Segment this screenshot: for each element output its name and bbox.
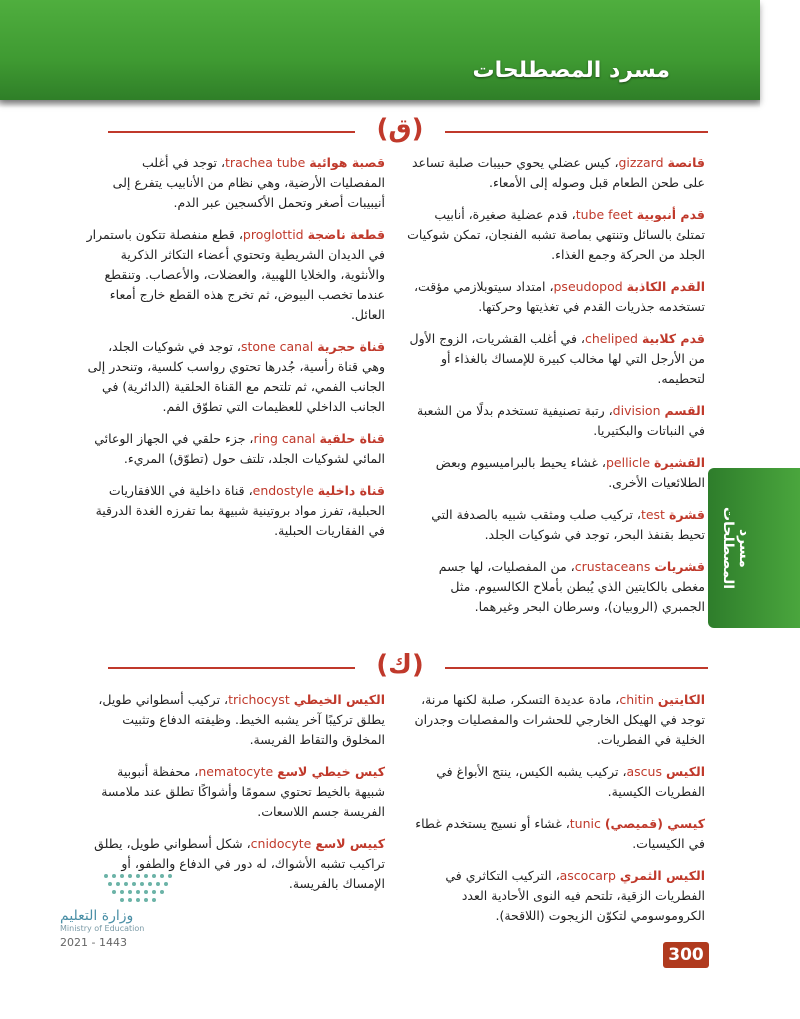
entry-term: قناة داخلية [317, 483, 385, 498]
entry-english: crustaceans [574, 559, 651, 574]
entry-definition: ، غشاء أو نسيج يستخدم غطاء في الكيسيات. [415, 816, 705, 851]
ministry-name-english: Ministry of Education [60, 924, 145, 933]
entry-english: division [612, 403, 661, 418]
entry-english: pellicle [605, 455, 651, 470]
glossary-entry [405, 814, 705, 854]
entry-term: قشريات [654, 559, 705, 574]
entry-english: ascus [626, 764, 662, 779]
entry-definition: ، تركيب يشبه الكيس، ينتج الأبواغ في الفطريات الكيسية. [436, 764, 705, 799]
entry-definition: ، رتبة تصنيفية تستخدم بدلًا من الشعبة في النباتات والبكتيريا. [417, 403, 705, 438]
page-title: مسرد المصطلحات [472, 58, 670, 83]
page-number: 300 [663, 942, 709, 968]
entry-definition: ، محفظة أنبوبية شبيهة بالخيط تحتوي سمومًا وأشواكًا تطلق عند ملامسة الفريسة جسم اللاسعات. [101, 764, 385, 819]
entry-english: endostyle [252, 483, 314, 498]
entry-term: قناة حجرية [317, 339, 385, 354]
entry-term: الكيس [665, 764, 705, 779]
glossary-entry [405, 690, 705, 750]
glossary-entry [405, 205, 705, 265]
glossary-entry [85, 690, 385, 750]
ministry-name: وزارة التعليم [60, 908, 134, 924]
entry-definition: ، كيس عضلي يحوي حبيبات صلبة تساعد على طحن الطعام قبل وصوله إلى الأمعاء. [412, 155, 705, 190]
entry-english: cnidocyte [250, 836, 312, 851]
entry-definition: ، قطع منفصلة تتكون باستمرار في الديدان الشريطية وتحتوي أعضاء التكاثر الذكرية والأنثوية، والخلايا اللهبية، والعضلات، والأعصاب. وتنقطع عندما تخصب البيوض، ثم تخرج هذه القطع خارج أمعاء العائل. [86, 227, 385, 322]
entry-english: ascocarp [559, 868, 616, 883]
entry-definition: ، مادة عديدة التسكر، صلبة لكنها مرنة، توجد في الهيكل الخارجي للحشرات والمفصليات وجدران الخلية في الفطريات. [414, 692, 705, 747]
glossary-entry [85, 225, 385, 325]
entry-english: ring canal [253, 431, 316, 446]
entry-english: cheliped [584, 331, 638, 346]
entry-definition: ، في أغلب القشريات، الزوج الأول من الأرجل التي لها مخالب كبيرة للإمساك بالغذاء أو لتحطيمه. [409, 331, 705, 386]
section-letter: (ك) [355, 650, 445, 680]
glossary-entry [405, 866, 705, 926]
entry-english: tunic [569, 816, 601, 831]
entry-english: test [640, 507, 665, 522]
header-banner [0, 0, 760, 100]
entry-definition: ، توجد في شوكيات الجلد، وهي قناة رأسية، جُدرها تحتوي رواسب كلسية، وتنحدر إلى الجانب الفمي، ثم تلتحم مع القناة الحلقية (الدائرية) في الجانب الداخلي للعظيمات التي تطوّق الفم. [87, 339, 385, 414]
entry-term: كيسي (قميصي) [604, 816, 705, 831]
entry-term: قدم كلابية [641, 331, 705, 346]
entry-english: proglottid [242, 227, 304, 242]
glossary-entry [85, 153, 385, 213]
entry-term: قطعة ناضجة [307, 227, 385, 242]
entry-definition: ، امتداد سيتوبلازمي مؤقت، تستخدمه جذريات القدم في تغذيتها وحركتها. [414, 279, 705, 314]
entry-english: pseudopod [553, 279, 623, 294]
entry-definition: ، غشاء يحيط بالبراميسيوم وبعض الطلائعيات الأخرى. [435, 455, 705, 490]
entry-english: trachea tube [225, 155, 306, 170]
entry-definition: ، جزء حلقي في الجهاز الوعائي المائي لشوكيات الجلد، تلتف حول (تطوّق) المريء. [94, 431, 385, 466]
entry-term: قانصة [667, 155, 705, 170]
entry-definition: ، قدم عضلية صغيرة، أنابيب تمتلئ بالسائل وتنتهي بماصة تشبه الفنجان، تمكن شوكيات الجلد من الحركة وجمع الغذاء. [407, 207, 705, 262]
banner-shadow [0, 100, 760, 108]
entry-definition: ، تركيب صلب ومثقب شبيه بالصدفة التي تحيط بقنفذ البحر، توجد في شوكيات الجلد. [431, 507, 705, 542]
glossary-entry [405, 505, 705, 545]
glossary-entry [85, 481, 385, 541]
glossary-entry [405, 453, 705, 493]
entry-term: الكيس الثمري [619, 868, 705, 883]
entry-term: كييس لاسع [315, 836, 385, 851]
glossary-entry [405, 557, 705, 617]
glossary-column-left [85, 153, 385, 553]
glossary-column-right [405, 690, 705, 938]
entry-definition: ، التركيب التكاثري في الفطريات الزقية، تلتحم فيه النوى الأحادية العدد الكروموسومي لتكوّن الزيجوت (اللاقحة). [445, 868, 705, 923]
glossary-entry [405, 153, 705, 193]
entry-definition: ، تركيب أسطواني طويل، يطلق تركيبًا آخر يشبه الخيط. وظيفته الدفاع وتثبيت المخلوق والتقاط الفريسة. [98, 692, 385, 747]
glossary-entry [405, 401, 705, 441]
entry-definition: ، قناة داخلية في اللافقاريات الحبلية، تفرز مواد بروتينية شبيهة بما تفرزه الغدة الدرقية في الفقاريات الحبلية. [95, 483, 385, 538]
entry-term: الكيس الخيطي [293, 692, 385, 707]
entry-english: nematocyte [198, 764, 274, 779]
entry-english: stone canal [240, 339, 314, 354]
entry-term: قدم أنبوبية [636, 207, 705, 222]
entry-english: tube feet [575, 207, 633, 222]
entry-term: القشيرة [654, 455, 705, 470]
entry-term: القدم الكاذبة [626, 279, 705, 294]
glossary-entry [405, 329, 705, 389]
side-tab-label: مسرد المصطلحات [720, 506, 752, 589]
entry-term: قشرة [668, 507, 705, 522]
entry-definition: ، من المفصليات، لها جسم مغطى بالكايتين الذي يُبطن بأملاح الكالسيوم. مثل الجمبري (الروبيان)، وسرطان البحر وغيرهما. [438, 559, 705, 614]
glossary-entry [85, 429, 385, 469]
section-letter: (ق) [355, 114, 445, 144]
entry-term: الكايتين [657, 692, 705, 707]
entry-english: gizzard [618, 155, 664, 170]
entry-term: قناة حلقية [319, 431, 385, 446]
entry-term: القسم [664, 403, 705, 418]
glossary-column-right [405, 153, 705, 629]
glossary-entry [405, 762, 705, 802]
entry-term: قصبة هوائية [309, 155, 385, 170]
entry-definition: ، توجد في أغلب المفصليات الأرضية، وهي نظام من الأنابيب يتفرع إلى أنيبيبات أصغر وتحمل الأكسجين عبر الدم. [112, 155, 385, 210]
entry-term: كيس خيطي لاسع [277, 764, 385, 779]
glossary-entry [85, 762, 385, 822]
entry-english: chitin [619, 692, 654, 707]
glossary-entry [405, 277, 705, 317]
entry-definition: ، شكل أسطواني طويل، يطلق تراكيب تشبه الأشواك، له دور في الدفاع والطفو، أو الإمساك بالفريسة. [94, 836, 385, 891]
glossary-entry [85, 337, 385, 417]
edition-year: 2021 - 1443 [60, 936, 127, 949]
entry-english: trichocyst [228, 692, 290, 707]
ministry-logo-icon [100, 870, 180, 904]
